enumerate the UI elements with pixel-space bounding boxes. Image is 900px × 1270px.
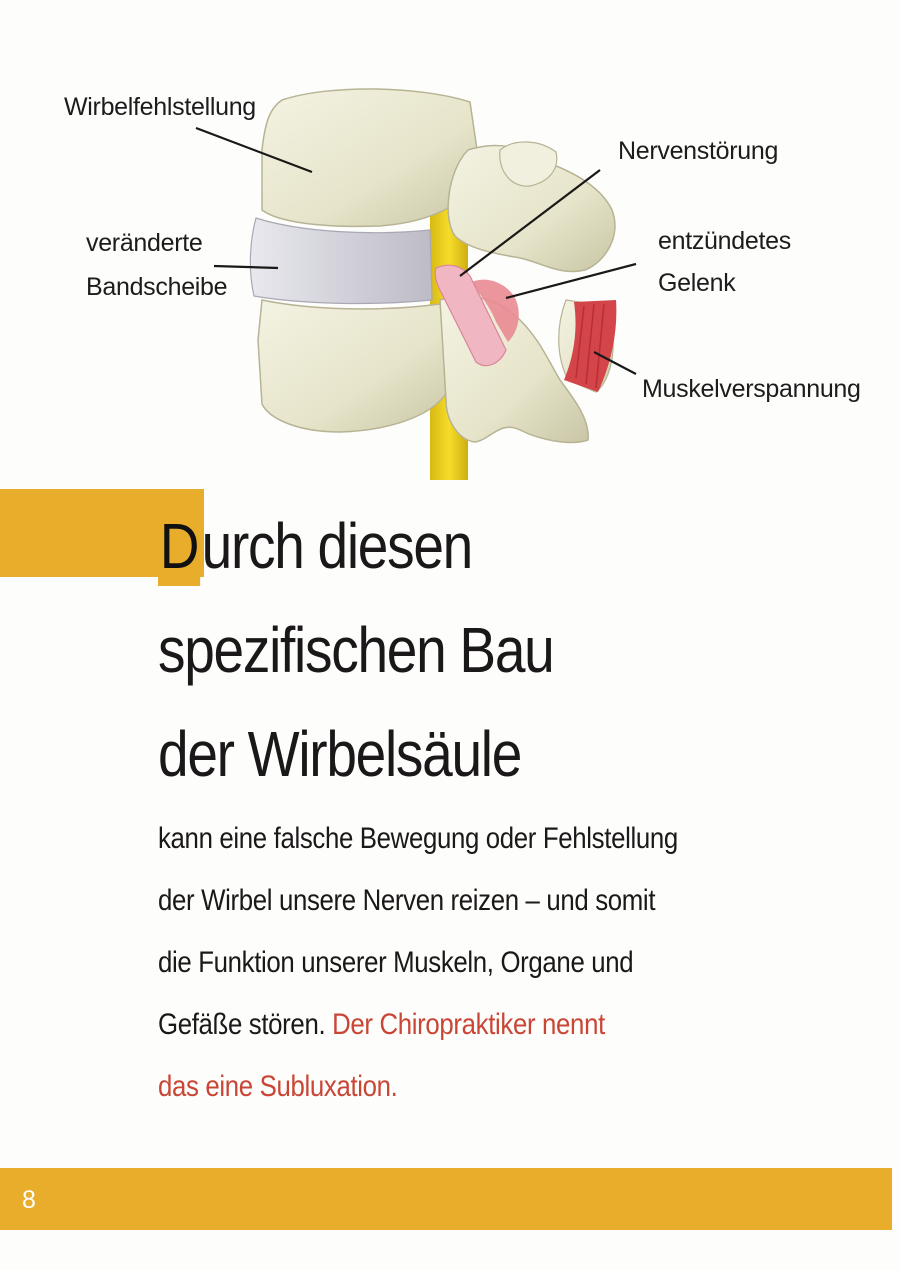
label-muskelverspannung: Muskelverspannung	[642, 375, 861, 403]
label-gelenk-line1: entzündetes	[658, 227, 791, 255]
body-paragraph	[158, 808, 743, 1118]
intervertebral-disc	[250, 218, 432, 303]
label-nervenstoerung: Nervenstörung	[618, 137, 779, 165]
body-line-3: die Funktion unserer Muskeln, Organe und	[158, 946, 634, 979]
body-line-4-plain: Gefäße stören.	[158, 1008, 326, 1041]
headline-line-1-rest: urch diesen	[201, 510, 472, 582]
label-wirbelfehlstellung: Wirbelfehlstellung	[64, 93, 256, 121]
label-gelenk-line2: Gelenk	[658, 269, 736, 297]
label-bandscheibe-line2: Bandscheibe	[86, 273, 228, 301]
lower-vertebra	[258, 300, 452, 432]
upper-vertebra	[262, 89, 480, 226]
body-line-4	[158, 994, 743, 1056]
body-line-1: kann eine falsche Bewegung oder Fehlstellung	[158, 822, 678, 855]
drop-cap: D	[158, 506, 200, 586]
headline-line-2: spezifischen Bau	[158, 614, 554, 686]
spine-illustration	[0, 0, 900, 490]
body-line-2: der Wirbel unsere Nerven reizen – und somit	[158, 884, 656, 917]
body-line-4-accent: Der Chiropraktiker nennt	[332, 1008, 605, 1041]
headline-line-1	[158, 494, 760, 598]
page-number: 8	[22, 1186, 36, 1214]
headline-line-3: der Wirbelsäule	[158, 718, 522, 790]
label-bandscheibe-line1: veränderte	[86, 229, 203, 257]
footer-bar	[0, 1168, 892, 1230]
body-line-5-accent: das eine Subluxation.	[158, 1070, 398, 1103]
page-headline	[158, 494, 760, 806]
